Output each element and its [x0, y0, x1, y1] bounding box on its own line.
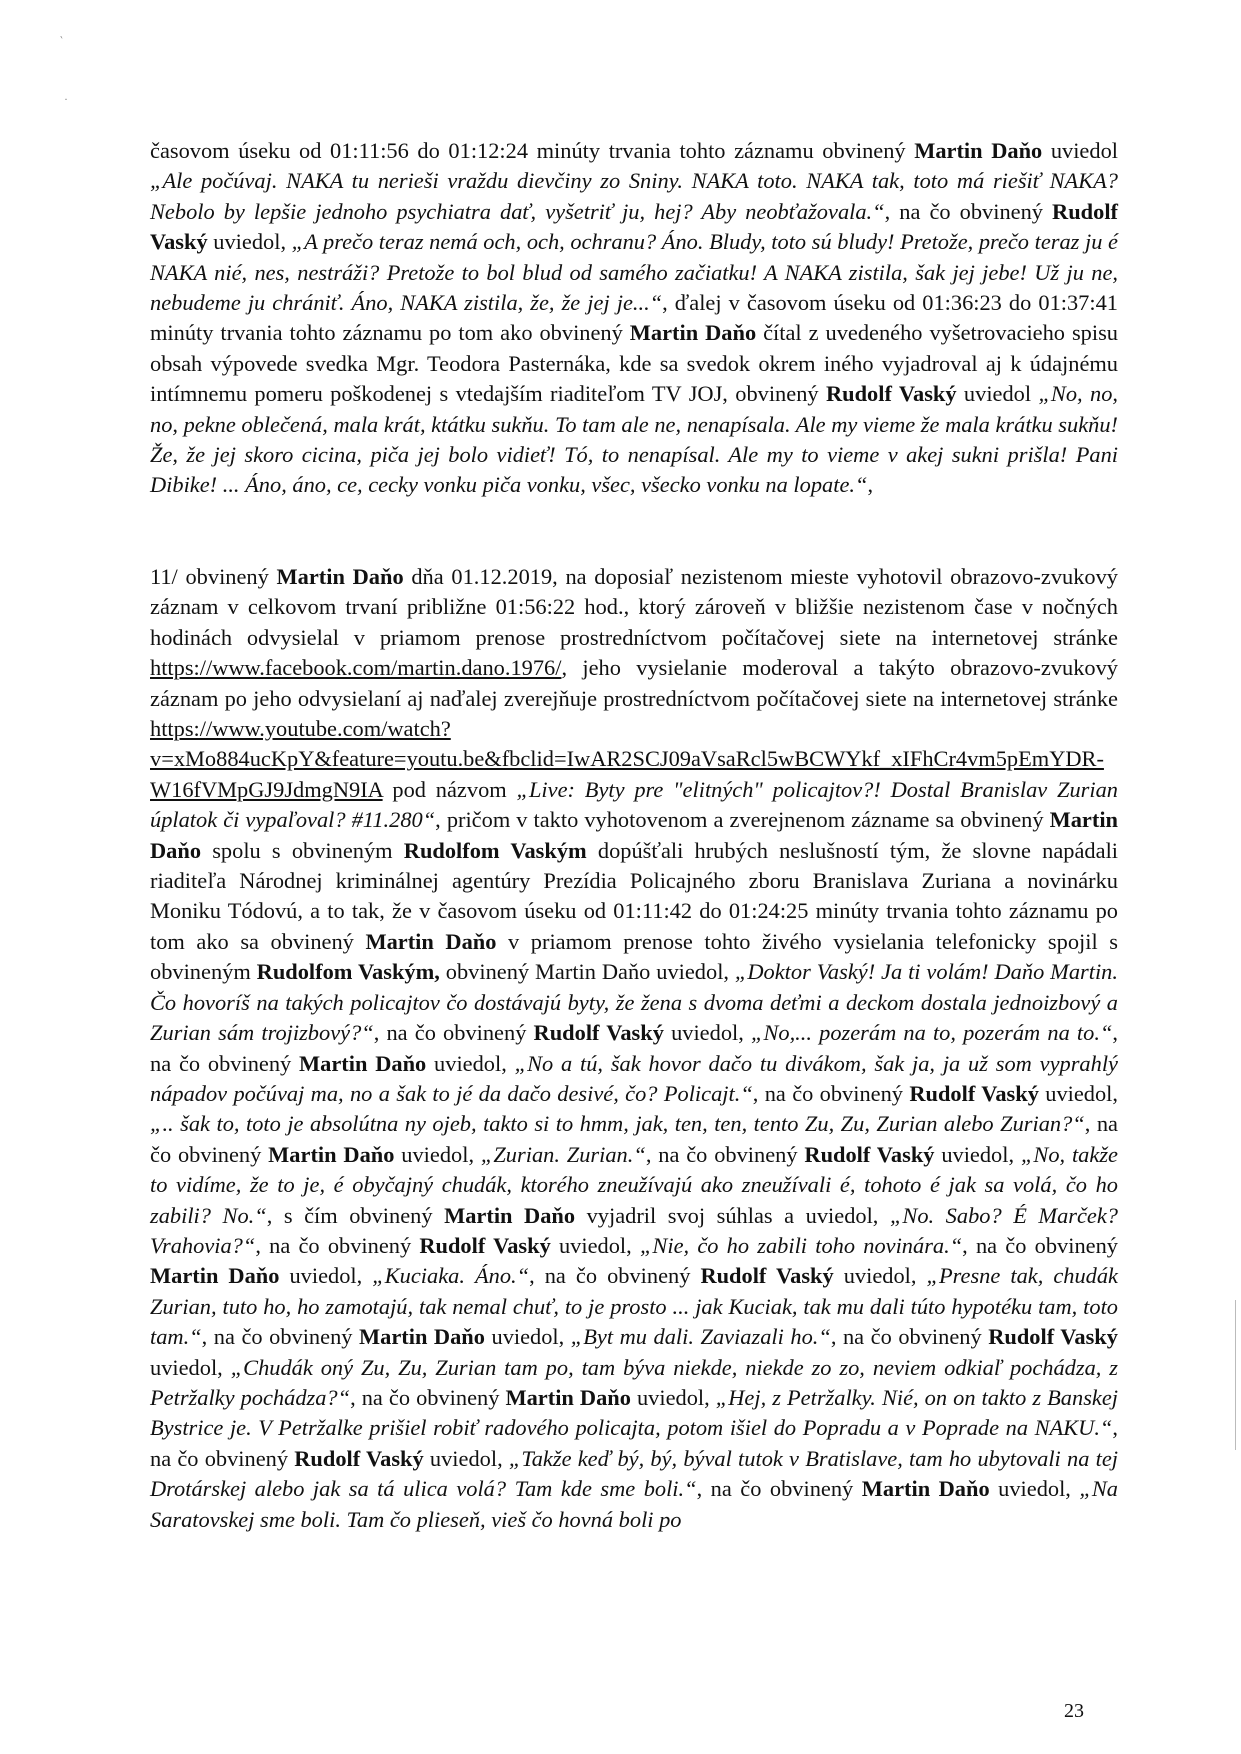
quoted-statement: „No, takže to vidíme, že to je, é obyčajný chudák, ktorého zneužívajú ako zneužívali é, tohoto é jak sa volá, čo ho zabili? No.“	[150, 1141, 1118, 1228]
quoted-statement: „Takže keď bý, bý, býval tutok v Bratislave, tam ho ubytovali na tej Drotárskej alebo jak sa tá ulica volá? Tam kde sme boli.“	[150, 1445, 1118, 1502]
page-number: 23	[1064, 1700, 1084, 1722]
quoted-statement: „Hej, z Petržalky. Nié, on on takto z Banskej Bystrice je. V Petržalke prišiel robiť radového policajta, potom išiel do Popradu a v Poprade na NAKU.“	[150, 1384, 1119, 1441]
quoted-statement: „No. Sabo? É Marček? Vrahovia?“	[150, 1202, 1118, 1258]
scan-edge-line	[1235, 1300, 1236, 1450]
text-run: uviedol	[956, 381, 1039, 407]
text-run: uviedol,	[989, 1476, 1080, 1502]
text-run: vyjadril svoj súhlas a uviedol,	[575, 1202, 890, 1228]
defendant-name: Rudolfom Vaským	[403, 837, 587, 863]
text-run: , ďalej v časovom úseku od 01:36:23 do 01:37:41 minúty trvania tohto záznamu po tom ako obvinený	[150, 290, 1118, 346]
text-run: uviedol,	[394, 1141, 481, 1167]
text-run: uviedol,	[484, 1324, 571, 1350]
defendant-name: Rudolf Vaský	[825, 381, 957, 407]
defendant-name: Martin Daňo	[299, 1050, 427, 1076]
text-run: , na čo obvinený	[962, 1232, 1118, 1258]
quoted-statement: „Ale počúvaj. NAKA tu nerieši vraždu dievčiny zo Sniny. NAKA toto. NAKA tak, toto má riešiť NAKA? Nebolo by lepšie jednoho psychiatra dať, vyšetriť ju, hej? Aby neobťažovala.“	[150, 168, 1118, 224]
text-run: spolu s obvineným	[201, 837, 404, 863]
defendant-name: Rudolf Vaský	[700, 1263, 834, 1289]
quoted-statement: „Zurian. Zurian.“	[480, 1141, 646, 1167]
text-run: , jeho vysielanie moderoval a takýto obrazovo-zvukový záznam po jeho odvysielaní aj naďalej zverejňuje prostredníctvom počítačovej siete na internetovej stránke	[150, 655, 1118, 711]
text-run: , na čo obvinený	[350, 1384, 506, 1410]
text-run: , na čo obvinený	[150, 1415, 1118, 1471]
defendant-name: Martin Daňo	[629, 320, 757, 346]
quoted-statement: „No,... pozerám na to, pozerám na to.“	[751, 1020, 1113, 1046]
quoted-statement: „Nie, čo ho zabili toho novinára.“	[639, 1232, 963, 1258]
quoted-statement: „Kuciaka. Áno.“	[372, 1263, 530, 1289]
quoted-statement: „Live: Byty pre "elitných" policajtov?! Dostal Branislav Zurian úplatok či vypaľoval? #11.280“	[150, 776, 1118, 833]
text-run: , na čo obvinený	[884, 198, 1053, 224]
text-run: , na čo obvinený	[830, 1324, 989, 1350]
url-text: https://www.facebook.com/martin.dano.1976/	[150, 655, 562, 681]
paragraph-item-11	[150, 562, 1118, 1535]
scan-mark: ·	[64, 92, 68, 106]
defendant-name: Martin Daňo	[365, 928, 497, 954]
defendant-name: Martin Daňo	[359, 1324, 485, 1350]
text-run: pod názvom	[382, 776, 517, 802]
defendant-name: Rudolfom Vaským,	[256, 959, 440, 985]
text-run: , na čo obvinený	[752, 1080, 910, 1106]
text-run: , pričom v takto vyhotovenom a zverejnenom zázname sa obvinený	[435, 807, 1050, 833]
text-run: 11/ obvinený	[150, 564, 277, 589]
quoted-statement: „No a tú, šak hovor dačo tu divákom, šak ja, ja už som vyprahlý nápadov počúvaj ma, no a šak to jé da dačo desivé, čo? Policajt.“	[150, 1050, 1118, 1106]
text-run: uviedol,	[426, 1050, 515, 1076]
text-run: ,	[867, 472, 874, 498]
text-run: čítal z uvedeného vyšetrovacieho spisu obsah výpovede svedka Mgr. Teodora Pasternáka, kde sa svedok okrem iného vyjadroval aj k údajnému intímnemu pomeru poškodenej s vtedajším riaditeľom TV JOJ, obvinený	[150, 320, 1119, 407]
text-run: , na čo obvinený	[373, 1020, 534, 1046]
text-run: uviedol,	[1038, 1080, 1119, 1106]
paragraph-continued	[150, 136, 1118, 501]
text-run: uviedol,	[663, 1020, 751, 1046]
defendant-name: Rudolf Vaský	[419, 1232, 551, 1258]
quoted-statement: „Chudák oný Zu, Zu, Zurian tam po, tam býva niekde, niekde zo zo, neviem odkiaľ pochádza, z Petržalky pochádza?“	[150, 1354, 1118, 1410]
text-run: dňa 01.12.2019, na doposiaľ nezistenom mieste vyhotovil obrazovo-zvukový záznam v celkovom trvaní približne 01:56:22 hod., ktorý zároveň v bližšie nezistenom čase v nočných hodinách odvysielal v priamom prenose prostredníctvom počítačovej siete na internetovej stránke	[150, 564, 1118, 650]
text-run: uviedol,	[207, 229, 292, 255]
quoted-statement: „No, no, no, pekne oblečená, mala krát, ktátku sukňu. To tam ale ne, nenapísala. Ale my vieme že mala krátku sukňu! Že, že jej skoro cicina, piča jej bolo vidieť! Tó, to nenapísal. Ale my to vieme v akej sukni prišla! Pani Dibike! ... Áno, áno, ce, cecky vonku piča vonku, všec, všecko vonku na lopate.“	[150, 381, 1119, 498]
text-run: uviedol,	[550, 1232, 640, 1258]
url-text: https://www.youtube.com/watch?v=xMo884ucKpY&feature=youtu.be&fbclid=IwAR2SCJ09aVsaRcl5wBCWYkf_xIFhCr4vm5pEmYDR-W16fVMpGJ9JdmgN9IA	[150, 716, 1104, 802]
text-run: uviedol,	[279, 1263, 373, 1289]
text-run: uviedol,	[833, 1263, 927, 1289]
defendant-name: Martin Daňo	[914, 138, 1043, 163]
quoted-statement: „Byt mu dali. Zaviazali ho.“	[570, 1324, 831, 1350]
text-run: , na čo obvinený	[150, 1111, 1118, 1167]
text-run: uviedol,	[423, 1445, 509, 1471]
defendant-name: Rudolf Vaský	[804, 1141, 935, 1167]
text-run: uviedol,	[630, 1384, 716, 1410]
text-run: , na čo obvinený	[201, 1324, 359, 1350]
text-run: , na čo obvinený	[529, 1263, 701, 1289]
defendant-name: Martin Daňo	[276, 564, 404, 589]
text-run: uviedol,	[934, 1141, 1021, 1167]
quoted-statement: „A prečo teraz nemá och, och, ochranu? Áno. Bludy, toto sú bludy! Pretože, prečo teraz ju é NAKA nié, nes, nestráži? Pretože to bol blud od samého začiatku! A NAKA zistila, šak jej jebe! Už ju ne, nebudeme ju chrániť. Áno, NAKA zistila, že, že jej je...“	[150, 229, 1118, 316]
text-run: , s čím obvinený	[266, 1202, 445, 1228]
defendant-name: Rudolf Vaský	[988, 1324, 1118, 1350]
defendant-name: Martin Daňo	[150, 807, 1118, 863]
text-run: , na čo obvinený	[696, 1476, 862, 1502]
defendant-name: Martin Daňo	[861, 1476, 990, 1502]
defendant-name: Rudolf Vaský	[909, 1080, 1039, 1106]
quoted-statement: „Doktor Vaský! Ja ti volám! Daňo Martin. Čo hovoríš na takých policajtov čo dostávajú byty, že žena s dvoma deťmi a deckom dostala jednoizbový a Zurian sám trojizbový?“	[150, 959, 1118, 1046]
defendant-name: Martin Daňo	[150, 1263, 280, 1289]
defendant-name: Martin Daňo	[444, 1202, 576, 1228]
text-run: uviedol	[1042, 138, 1118, 163]
defendant-name: Rudolf Vaský	[533, 1020, 664, 1046]
defendant-name: Rudolf Vaský	[150, 198, 1118, 255]
text-run: dopúšťali hrubých neslušností tým, že slovne napádali riaditeľa Národnej kriminálnej agentúry Prezídia Policajného zboru Branislava Zuriana a novinárku Moniku Tódovú, a to tak, že v časovom úseku od 01:11:42 do 01:24:25 minúty trvania tohto záznamu po tom ako sa obvinený	[150, 837, 1119, 954]
text-run: , na čo obvinený	[150, 1020, 1119, 1076]
defendant-name: Martin Daňo	[505, 1384, 631, 1410]
scan-mark: ‵	[60, 34, 63, 48]
defendant-name: Martin Daňo	[268, 1141, 395, 1167]
text-run: uviedol,	[150, 1354, 231, 1380]
quoted-statement: „.. šak to, toto je absolútna ny ojeb, takto si to hmm, jak, ten, ten, tento Zu, Zu, Zurian alebo Zurian?“	[150, 1111, 1085, 1137]
quoted-statement: „Presne tak, chudák Zurian, tuto ho, ho zamotajú, tak nemal chuť, to je prosto ... jak Kuciak, tak mu dali túto hypotéku tam, toto tam.“	[150, 1263, 1118, 1350]
text-run: v priamom prenose tohto živého vysielania telefonicky spojil s obvineným	[150, 928, 1118, 985]
defendant-name: Rudolf Vaský	[294, 1445, 424, 1471]
text-run: , na čo obvinený	[645, 1141, 805, 1167]
text-run: obvinený Martin Daňo uviedol,	[439, 959, 735, 985]
text-run: časovom úseku od 01:11:56 do 01:12:24 minúty trvania tohto záznamu obvinený	[150, 138, 915, 163]
quoted-statement: „Na Saratovskej sme boli. Tam čo plieseň, vieš čo hovná boli po	[150, 1476, 1118, 1532]
text-run: , na čo obvinený	[255, 1232, 420, 1258]
